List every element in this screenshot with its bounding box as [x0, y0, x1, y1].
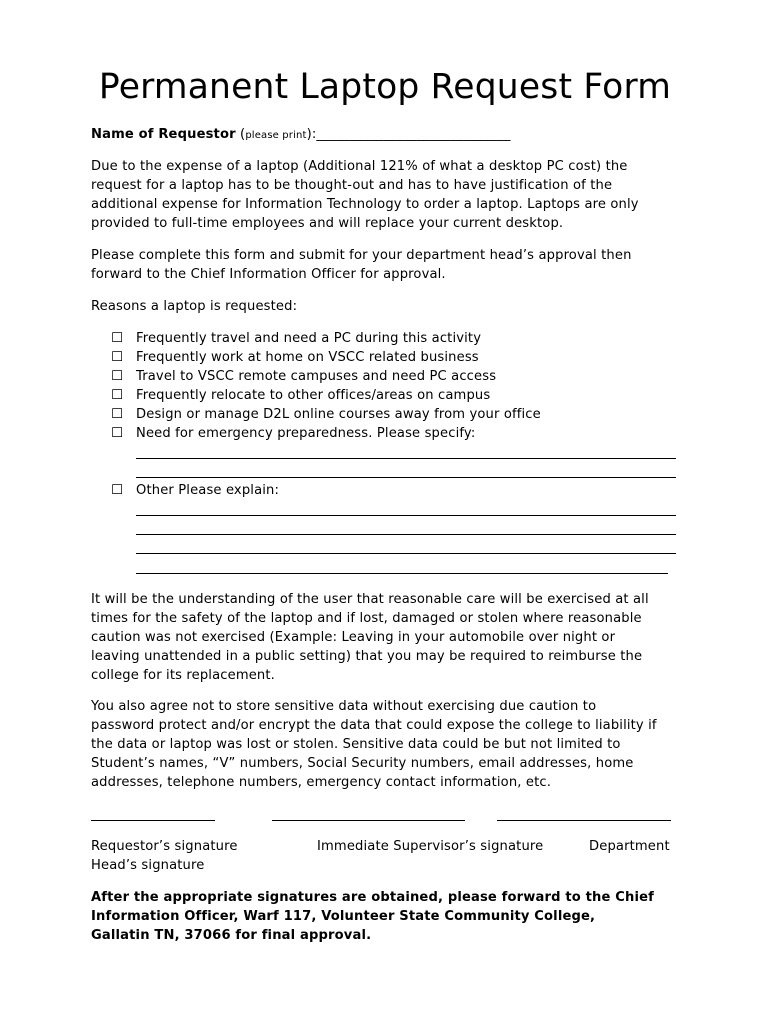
checkbox-travel[interactable]: ☐ — [111, 330, 124, 346]
final-line: Gallatin TN, 37066 for final approval. — [91, 928, 372, 943]
page-title: Permanent Laptop Request Form — [98, 67, 672, 107]
reason-label: Travel to VSCC remote campuses and need PC access — [136, 369, 497, 384]
requestor-close: ): — [306, 127, 317, 142]
requestor-name-field[interactable] — [91, 125, 681, 145]
checkbox-remote-campuses[interactable]: ☐ — [111, 368, 124, 384]
data-line: Student’s names, “V” numbers, Social Security numbers, email addresses, home — [91, 756, 634, 771]
checkbox-other[interactable]: ☐ — [111, 482, 124, 498]
care-line: college for its replacement. — [91, 668, 275, 683]
department-label: Department — [589, 839, 670, 854]
checkbox-relocate[interactable]: ☐ — [111, 387, 124, 403]
care-line: It will be the understanding of the user that reasonable care will be exercised at all — [91, 592, 649, 607]
requestor-signature-line[interactable] — [91, 820, 215, 821]
emergency-specify-line[interactable] — [136, 477, 676, 478]
final-line: After the appropriate signatures are obtained, please forward to the Chief — [91, 890, 654, 905]
reason-label: Design or manage D2L online courses away from your office — [136, 407, 541, 422]
supervisor-signature-label: Immediate Supervisor’s signature — [317, 839, 544, 854]
intro-line: provided to full-time employees and will replace your current desktop. — [91, 216, 564, 231]
department-head-signature-line[interactable] — [497, 820, 671, 821]
care-line: caution was not exercised (Example: Leaving in your automobile over night or — [91, 630, 616, 645]
reason-label: Frequently travel and need a PC during this activity — [136, 331, 482, 346]
checkbox-emergency[interactable]: ☐ — [111, 425, 124, 441]
data-line: the data or laptop was lost or stolen. Sensitive data could be but not limited to — [91, 737, 621, 752]
instruction-line: Please complete this form and submit for your department head’s approval then — [91, 248, 632, 263]
please-print-hint: please print — [245, 130, 307, 141]
reason-label: Need for emergency preparedness. Please specify: — [136, 426, 476, 441]
final-line: Information Officer, Warf 117, Volunteer State Community College, — [91, 909, 596, 924]
intro-line: request for a laptop has to be thought-out and has to have justification of the — [91, 178, 613, 193]
reasons-heading: Reasons a laptop is requested: — [91, 299, 298, 314]
instruction-line: forward to the Chief Information Officer for approval. — [91, 267, 446, 282]
other-label: Other Please explain: — [136, 483, 280, 498]
data-line: password protect and/or encrypt the data that could expose the college to liability if — [91, 718, 657, 733]
reason-label: Frequently relocate to other offices/areas on campus — [136, 388, 491, 403]
checkbox-work-at-home[interactable]: ☐ — [111, 349, 124, 365]
emergency-specify-line[interactable] — [136, 458, 676, 459]
data-line: You also agree not to store sensitive data without exercising due caution to — [91, 699, 597, 714]
data-line: addresses, telephone numbers, emergency contact information, etc. — [91, 775, 552, 790]
requestor-open-paren: ( — [235, 127, 246, 142]
supervisor-signature-line[interactable] — [272, 820, 465, 821]
checkbox-d2l-courses[interactable]: ☐ — [111, 406, 124, 422]
requestor-blank: _____________________________ — [316, 127, 511, 142]
reason-label: Frequently work at home on VSCC related business — [136, 350, 479, 365]
requestor-label: Name of Requestor — [91, 127, 236, 142]
head-signature-label: Head’s signature — [91, 858, 205, 873]
care-line: leaving unattended in a public setting) that you may be required to reimburse the — [91, 649, 643, 664]
other-explain-line[interactable] — [136, 553, 676, 554]
requestor-signature-label: Requestor’s signature — [91, 839, 238, 854]
intro-line: additional expense for Information Technology to order a laptop. Laptops are only — [91, 197, 639, 212]
other-explain-line[interactable] — [136, 573, 668, 574]
care-line: times for the safety of the laptop and if lost, damaged or stolen where reasonable — [91, 611, 642, 626]
other-explain-line[interactable] — [136, 515, 676, 516]
other-explain-line[interactable] — [136, 534, 676, 535]
intro-line: Due to the expense of a laptop (Additional 121% of what a desktop PC cost) the — [91, 159, 628, 174]
